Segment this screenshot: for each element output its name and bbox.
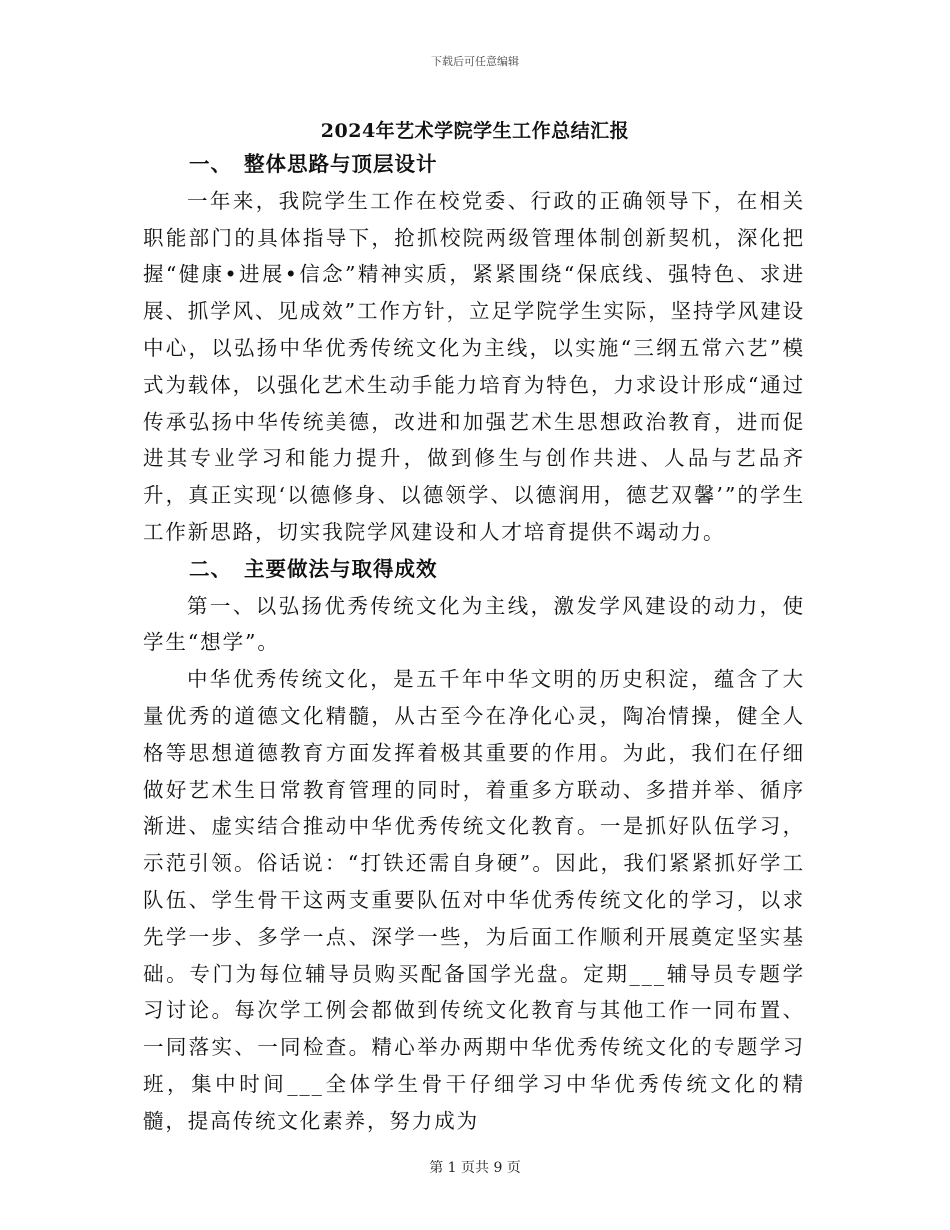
paragraph-overview: 一年来，我院学生工作在校党委、行政的正确领导下，在相关职能部门的具体指导下，抢抓校院两级管理体制创新契机，深化把握“健康•进展•信念”精神实质，紧紧围绕“保底线、强特色、求进展、抓学风、见成效”工作方针，立足学院学生实际，坚持学风建设中心，以弘扬中华优秀传统文化为主线，以实施“三纲五常六艺”模式为载体，以强化艺术生动手能力培育为特色，力求设计形成“通过传承弘扬中华传统美德，改进和加强艺术生思想政治教育，进而促进其专业学习和能力提升，做到修生与创作共进、人品与艺品齐升，真正实现‘以德修身、以德领学、以德润用，德艺双馨’”的学生工作新思路，切实我院学风建设和人才培育提供不竭动力。 (143, 188, 805, 544)
paragraph-traditional-culture: 中华优秀传统文化，是五千年中华文明的历史积淀，蕴含了大量优秀的道德文化精髓，从古至今在净化心灵，陶冶情操，健全人格等思想道德教育方面发挥着极其重要的作用。为此，我们在仔细做好艺术生日常教育管理的同时，着重多方联动、多措并举、循序渐进、虚实结合推动中华优秀传统文化教育。一是抓好队伍学习，示范引领。俗话说：“打铁还需自身硬”。因此，我们紧紧抓好学工队伍、学生骨干这两支重要队伍对中华优秀传统文化的学习，以求先学一步、多学一点、深学一些，为后面工作顺利开展奠定坚实基础。专门为每位辅导员购买配备国学光盘。定期___辅导员专题学习讨论。每次学工例会都做到传统文化教育与其他工作一同布置、一同落实、一同检查。精心举办两期中华优秀传统文化的专题学习班，集中时间___全体学生骨干仔细学习中华优秀传统文化的精髓，提高传统文化素养，努力成为 (143, 667, 805, 1133)
section-heading-2 (143, 551, 805, 588)
section-number-2: 二、 (189, 556, 232, 581)
section-number-1: 一、 (189, 152, 232, 176)
page-footer: 第 1 页共 9 页 (429, 1160, 521, 1176)
document-title: 2024年艺术学院学生工作总结汇报 (320, 120, 630, 142)
section-heading-1 (143, 146, 805, 183)
section-title-1: 整体思路与顶层设计 (244, 152, 438, 176)
section-title-2: 主要做法与取得成效 (244, 556, 438, 581)
paragraph-first-point: 第一、以弘扬优秀传统文化为主线，激发学风建设的动力，使学生“想学”。 (143, 593, 805, 655)
page-header-note: 下载后可任意编辑 (431, 55, 519, 68)
document-body (143, 146, 805, 1140)
